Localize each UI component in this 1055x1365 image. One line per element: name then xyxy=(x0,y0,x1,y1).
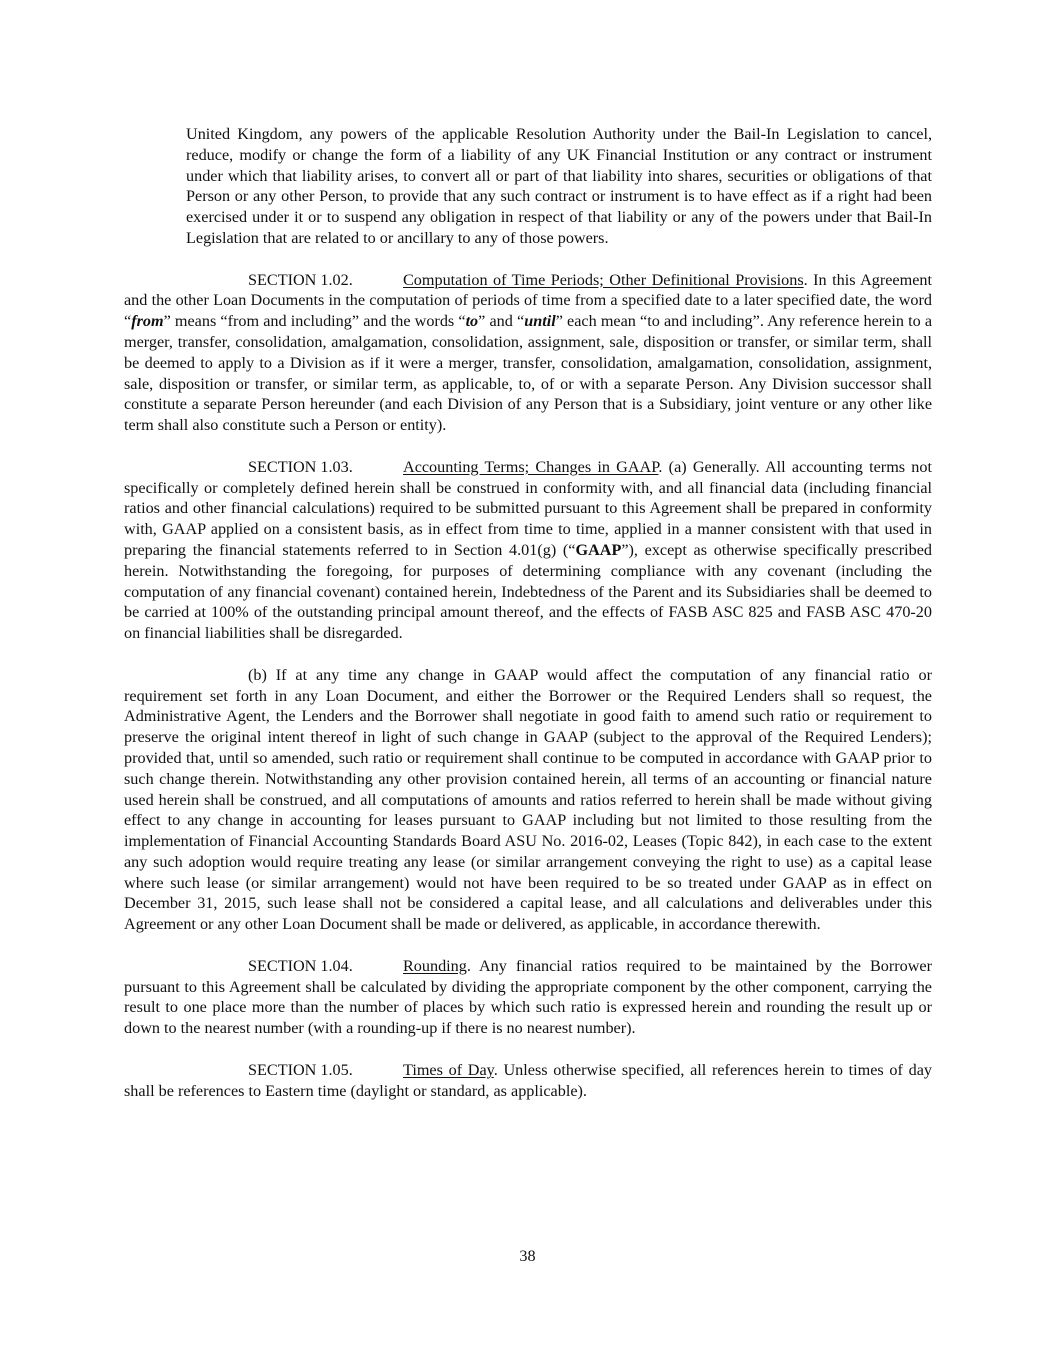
section-1-05-text: . Unless otherwise specified, all references herein to times of day shall be references to Eastern time (daylight or standard, as applicable). xyxy=(124,1060,932,1100)
page-number: 38 xyxy=(519,1247,536,1265)
section-1-05-title: Times of Day xyxy=(403,1060,494,1079)
section-1-02-text-2: ” means “from and including” and the words “ xyxy=(163,312,466,331)
defined-term-gaap: GAAP xyxy=(575,540,622,559)
section-1-05-paragraph xyxy=(124,1060,932,1102)
section-1-04-title: Rounding xyxy=(403,956,467,975)
term-until: until xyxy=(524,312,556,331)
section-1-04-number: SECTION 1.04. xyxy=(248,956,353,975)
section-1-02-text-1: . In this Agreement and the other Loan Documents in the computation of periods of time from a specified date to a later specified date, the word “ xyxy=(124,270,932,331)
section-1-02-title: Computation of Time Periods; Other Definitional Provisions xyxy=(403,270,804,289)
section-1-02-paragraph xyxy=(124,270,932,436)
section-1-02-number: SECTION 1.02. xyxy=(248,270,353,289)
section-1-03-text-1: . (a) Generally. All accounting terms not specifically or completely defined herein shall be construed in conformity with, and all financial data (including financial ratios and other financial calculations) required to be submitted pursuant to this Agreement shall be prepared in conformity with, GAAP applied on a consistent basis, as in effect from time to time, applied in a manner consistent with that used in preparing the financial statements referred to in Section 4.01(g) (“ xyxy=(124,457,932,559)
document-page xyxy=(124,124,932,1101)
section-1-03-number: SECTION 1.03. xyxy=(248,457,353,476)
section-1-03-paragraph-a xyxy=(124,457,932,644)
section-1-04-paragraph xyxy=(124,956,932,1039)
section-1-03-title: Accounting Terms; Changes in GAAP xyxy=(403,457,659,476)
section-1-02-text-4: ” each mean “to and including”. Any reference herein to a merger, transfer, consolidation, amalgamation, consolidation, assignment, sale, disposition or transfer, or similar term, shall be deemed to apply to a Division as if it were a merger, transfer, consolidation, amalgamation, consolidation, assignment, sale, disposition or transfer, or similar term, as applicable, to, of or with a separate Person. Any Division successor shall constitute a separate Person hereunder (and each Division of any Person that is a Subsidiary, joint venture or any other like term shall also constitute such a Person or entity). xyxy=(124,312,933,435)
section-1-03-paragraph-b: (b) If at any time any change in GAAP would affect the computation of any financial ratio or requirement set forth in any Loan Document, and either the Borrower or the Required Lenders shall so request, the Administrative Agent, the Lenders and the Borrower shall negotiate in good faith to amend such ratio or requirement to preserve the original intent thereof in light of such change in GAAP (subject to the approval of the Required Lenders); provided that, until so amended, such ratio or requirement shall continue to be computed in accordance with GAAP prior to such change therein. Notwithstanding any other provision contained herein, all terms of an accounting or financial nature used herein shall be construed, and all computations of amounts and ratios referred to herein shall be made without giving effect to any change in accounting for leases pursuant to GAAP including but not limited to those resulting from the implementation of Financial Accounting Standards Board ASU No. 2016-02, Leases (Topic 842), in each case to the extent any such adoption would require treating any lease (or similar arrangement conveying the right to use) as a capital lease where such lease (or similar arrangement) would not have been required to be so treated under GAAP as in effect on December 31, 2015, such lease shall not be considered a capital lease, and all calculations and deliverables under this Agreement or any other Loan Document shall be made or delivered, as applicable, in accordance therewith. xyxy=(124,665,932,934)
section-1-04-text: . Any financial ratios required to be maintained by the Borrower pursuant to this Agreement shall be calculated by dividing the appropriate component by the other component, carrying the result to one place more than the number of places by which such ratio is expressed herein and rounding the result up or down to the nearest number (with a rounding-up if there is no nearest number). xyxy=(124,956,932,1038)
section-1-03-text-2: ”), except as otherwise specifically prescribed herein. Notwithstanding the foregoing, for purposes of determining compliance with any covenant (including the computation of any financial covenant) contained herein, Indebtedness of the Parent and its Subsidiaries shall be deemed to be carried at 100% of the outstanding principal amount thereof, and the effects of FASB ASC 825 and FASB ASC 470-20 on financial liabilities shall be disregarded. xyxy=(124,540,932,643)
term-to: to xyxy=(465,312,479,331)
section-1-05-number: SECTION 1.05. xyxy=(248,1060,353,1079)
term-from: from xyxy=(131,312,164,331)
section-1-02-text-3: ” and “ xyxy=(478,312,525,331)
continuation-paragraph: United Kingdom, any powers of the applicable Resolution Authority under the Bail-In Legislation to cancel, reduce, modify or change the form of a liability of any UK Financial Institution or any contract or instrument under which that liability arises, to convert all or part of that liability into shares, securities or obligations of that Person or any other Person, to provide that any such contract or instrument is to have effect as if a right had been exercised under it or to suspend any obligation in respect of that liability or any of the powers under that Bail-In Legislation that are related to or ancillary to any of those powers. xyxy=(186,125,932,247)
